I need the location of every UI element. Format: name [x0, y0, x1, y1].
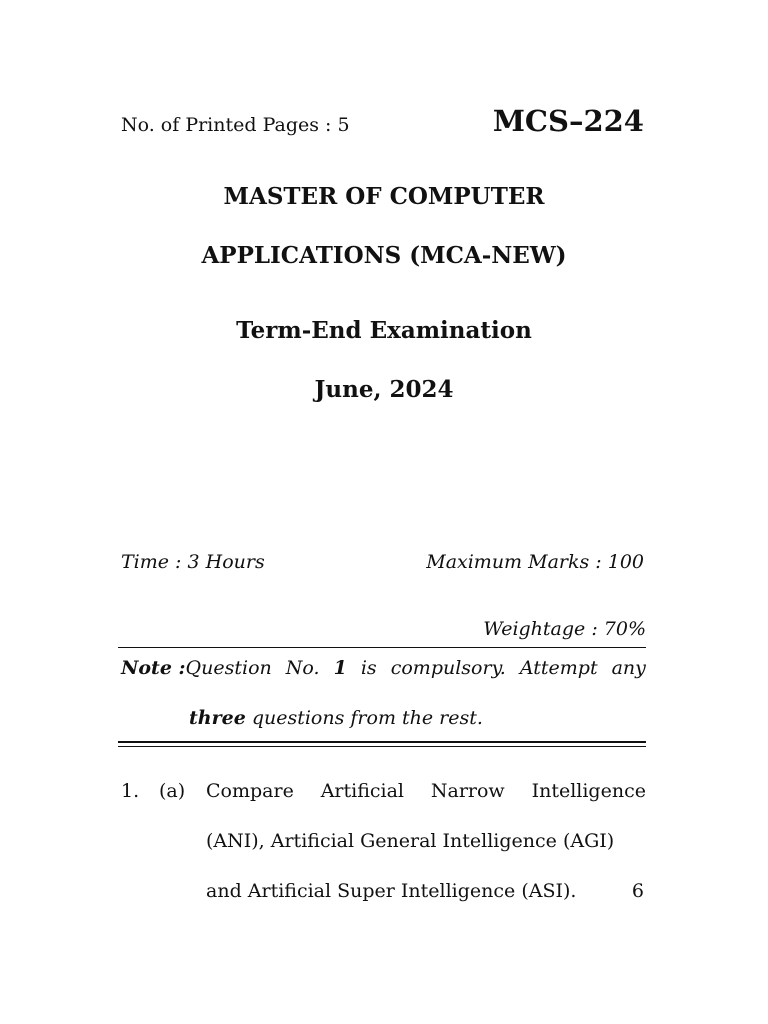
note-label: Note :	[121, 657, 186, 679]
maximum-marks: Maximum Marks : 100	[426, 551, 644, 573]
divider-double-top	[118, 741, 646, 743]
question-word: Artificial	[320, 780, 404, 802]
weightage: Weightage : 70%	[483, 618, 646, 640]
note-word: is	[360, 657, 377, 679]
note-line1	[121, 657, 646, 679]
note-word: Attempt	[519, 657, 598, 679]
course-code: MCS–224	[492, 104, 644, 138]
divider-double-bottom	[118, 746, 646, 747]
question-line2: (ANI), Artificial General Intelligence (AGI)	[206, 830, 615, 852]
note-word: any	[611, 657, 646, 679]
note-line2-text: questions from the rest.	[245, 707, 483, 729]
note-word: Question	[185, 657, 272, 679]
printed-pages: No. of Printed Pages : 5	[121, 114, 350, 136]
question-line3: and Artificial Super Intelligence (ASI).	[206, 880, 577, 902]
question-word: Intelligence	[531, 780, 646, 802]
note-line2	[189, 707, 483, 729]
question-marks: 6	[631, 880, 644, 902]
exam-name: Term-End Examination	[236, 317, 532, 344]
note-emphasis: three	[189, 707, 246, 729]
note-word: compulsory.	[390, 657, 506, 679]
question-part: (a)	[159, 780, 186, 802]
question-line1	[206, 780, 646, 802]
divider-top	[118, 647, 646, 648]
programme-title-line1: MASTER OF COMPUTER	[223, 183, 545, 210]
note-word: No.	[285, 657, 320, 679]
exam-session: June, 2024	[314, 376, 454, 403]
note-word: 1	[333, 657, 347, 679]
exam-time: Time : 3 Hours	[121, 551, 265, 573]
question-word: Compare	[206, 780, 294, 802]
question-number: 1.	[121, 780, 140, 802]
programme-title-line2: APPLICATIONS (MCA-NEW)	[201, 242, 567, 269]
question-word: Narrow	[430, 780, 505, 802]
